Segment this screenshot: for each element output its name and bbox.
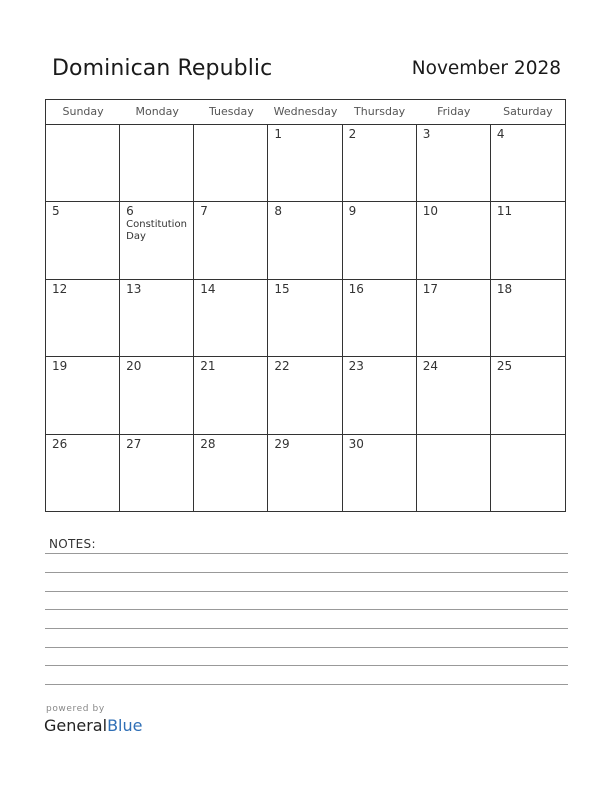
weekday-saturday: Saturday: [503, 105, 553, 118]
day-number: 22: [274, 359, 290, 374]
weekday-monday: Monday: [135, 105, 179, 118]
notes-line: [45, 591, 568, 592]
day-number: 11: [496, 204, 513, 219]
weekday-wednesday: Wednesday: [273, 105, 338, 118]
day-number: 8: [274, 204, 283, 219]
day-number: 13: [126, 281, 142, 296]
day-number: 18: [496, 281, 513, 296]
powered-by-text: powered by: [46, 704, 105, 714]
day-cell: [491, 202, 565, 278]
weekday-sunday: Sunday: [62, 105, 104, 118]
day-cell: [120, 202, 194, 278]
day-number: 14: [200, 281, 216, 296]
calendar-week-row: [46, 435, 565, 512]
calendar-month-year: November 2028: [411, 58, 561, 79]
day-cell: [194, 357, 268, 433]
day-number: 29: [274, 436, 290, 451]
day-number: 17: [422, 281, 438, 296]
day-number: 2: [348, 127, 357, 141]
day-cell: [268, 125, 342, 201]
notes-line: [45, 647, 568, 648]
notes-line: [45, 609, 568, 610]
day-number: 21: [200, 359, 216, 374]
day-cell: [46, 202, 120, 278]
brand-blue-text: Blue: [107, 716, 143, 735]
day-number: 1: [274, 127, 283, 141]
day-number: 3: [422, 127, 431, 141]
day-cell: [120, 357, 194, 433]
day-number: 10: [422, 204, 438, 219]
day-number: 9: [348, 204, 357, 219]
day-cell: [120, 125, 194, 201]
notes-line: [45, 572, 568, 573]
month-calendar-grid: [45, 99, 566, 512]
calendar-week-row: [46, 280, 565, 357]
day-cell: [46, 435, 120, 512]
day-cell: [194, 435, 268, 512]
day-number: 7: [200, 204, 208, 219]
calendar-country-title: Dominican Republic: [52, 56, 273, 81]
day-number: 30: [348, 436, 364, 451]
notes-line: [45, 553, 568, 554]
day-number: 5: [52, 204, 60, 219]
day-cell: [491, 435, 565, 512]
day-cell: [343, 357, 417, 433]
day-cell: [120, 435, 194, 512]
day-cell: [268, 202, 342, 278]
day-number: 27: [126, 436, 142, 451]
weekday-header-row: [46, 100, 565, 125]
day-cell: [268, 435, 342, 512]
notes-line: [45, 665, 568, 666]
day-number: 4: [496, 127, 505, 141]
notes-line: [45, 684, 568, 685]
notes-label: NOTES:: [49, 537, 96, 551]
day-cell: [194, 125, 268, 201]
day-cell: [194, 202, 268, 278]
generalblue-logo: [44, 716, 142, 735]
day-cell: [46, 280, 120, 356]
brand-general-text: General: [44, 716, 108, 735]
day-number: 15: [274, 281, 290, 296]
holiday-label: Constitution Day: [126, 219, 187, 243]
day-number: 20: [126, 359, 142, 374]
calendar-week-row: [46, 357, 565, 434]
day-number: 25: [496, 359, 513, 374]
day-cell: [46, 357, 120, 433]
day-cell: [417, 202, 491, 278]
day-cell: [417, 435, 491, 512]
day-number: 16: [348, 281, 364, 296]
day-number: 26: [52, 436, 68, 451]
day-cell: [417, 280, 491, 356]
day-cell: [343, 125, 417, 201]
day-cell: [194, 280, 268, 356]
notes-line: [45, 628, 568, 629]
day-number: 6: [126, 204, 134, 219]
day-number: 24: [422, 359, 438, 374]
day-cell: [343, 280, 417, 356]
day-cell: [491, 125, 565, 201]
day-number: 28: [200, 436, 216, 451]
day-cell: [343, 435, 417, 512]
day-cell: [268, 280, 342, 356]
calendar-week-row: [46, 202, 565, 279]
weekday-friday: Friday: [437, 105, 471, 118]
day-cell: [120, 280, 194, 356]
day-cell: [343, 202, 417, 278]
weekday-thursday: Thursday: [354, 105, 406, 118]
day-number: 19: [52, 359, 68, 374]
weekday-tuesday: Tuesday: [208, 105, 254, 118]
day-cell: [268, 357, 342, 433]
day-cell: [417, 125, 491, 201]
calendar-week-row: [46, 125, 565, 202]
day-number: 12: [52, 281, 68, 296]
day-cell: [417, 357, 491, 433]
day-cell: [491, 357, 565, 433]
day-cell: [491, 280, 565, 356]
day-number: 23: [348, 359, 364, 374]
day-cell: [46, 125, 120, 201]
